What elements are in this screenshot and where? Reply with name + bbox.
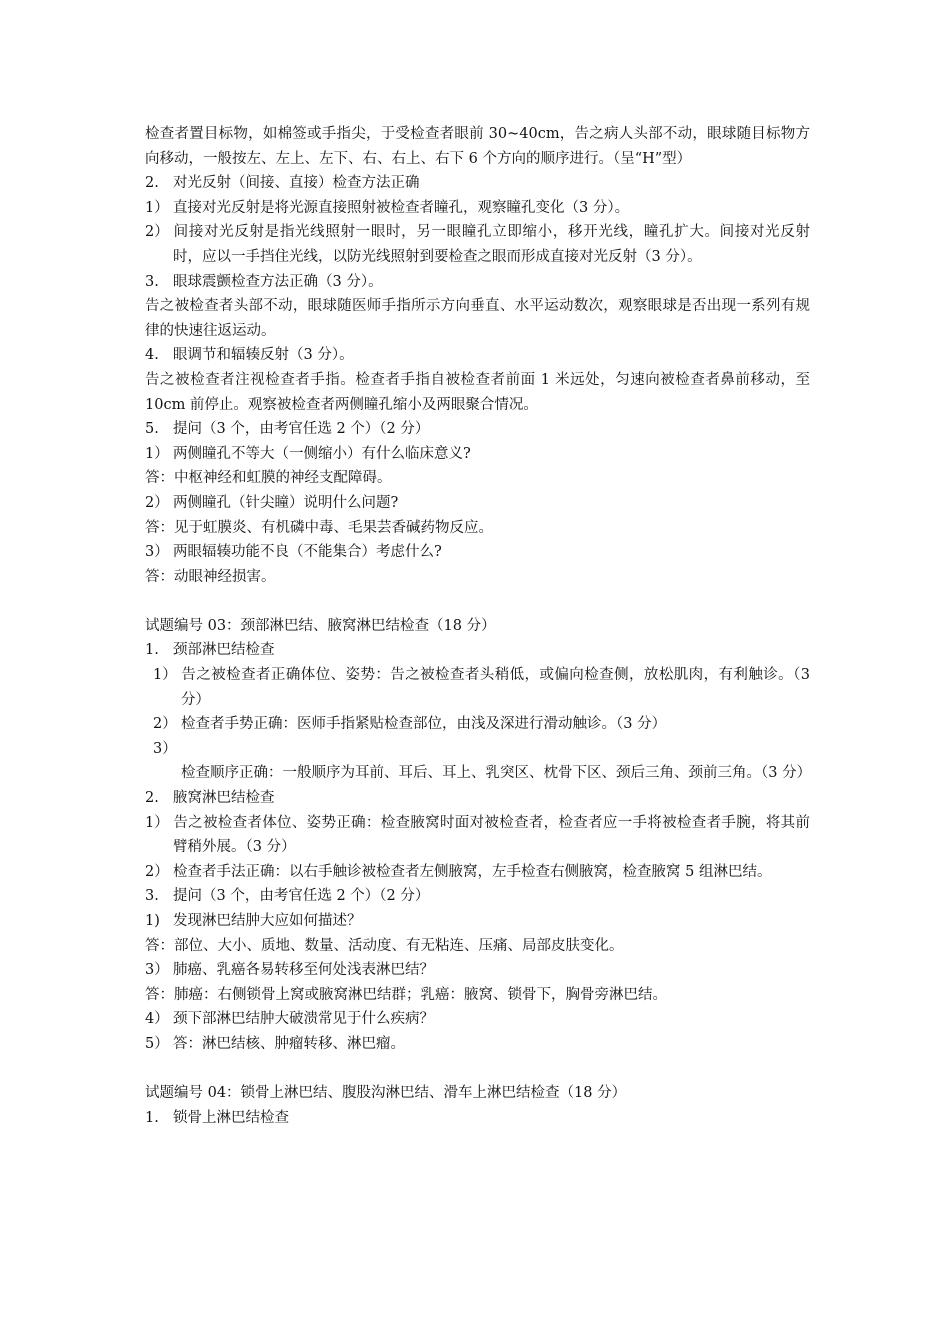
question: 3） 肺癌、乳癌各易转移至何处浅表淋巴结？ <box>145 962 434 979</box>
list-item: 2） 检查者手势正确：医师手指紧贴检查部位，由浅及深进行滑动触诊。（3 分） <box>153 716 667 733</box>
section-heading: 3. 眼球震颤检查方法正确（3 分）。 <box>145 273 383 290</box>
exam-title: 试题编号 04：锁骨上淋巴结、腹股沟淋巴结、滑车上淋巴结检查（18 分） <box>145 1085 627 1102</box>
list-item: 3）检查顺序正确：一般顺序为耳前、耳后、耳上、乳突区、枕骨下区、颈后三角、颈前三角。（3 分） <box>153 740 812 782</box>
question: 2） 两侧瞳孔（针尖瞳）说明什么问题? <box>145 494 399 511</box>
section-heading: 1. 颈部淋巴结检查 <box>145 642 275 659</box>
answer: 答：见于虹膜炎、有机磷中毒、毛果芸香碱药物反应。 <box>145 519 493 536</box>
spacer <box>145 589 810 614</box>
spacer <box>145 1057 810 1082</box>
question: 4） 颈下部淋巴结肿大破溃常见于什么疾病？ <box>145 1011 434 1028</box>
section-heading: 4. 眼调节和辐辏反射（3 分）。 <box>145 347 354 364</box>
list-item: 2） 间接对光反射是指光线照射一眼时，另一眼瞳孔立即缩小，移开光线，瞳孔扩大。间接对光反射时，应以一手挡住光线，以防光线照射到要检查之眼而形成直接对光反射（3 分）。 <box>145 224 810 265</box>
answer: 答：部位、大小、质地、数量、活动度、有无粘连、压痛、局部皮肤变化。 <box>145 937 624 954</box>
answer: 答：肺癌：右侧锁骨上窝或腋窝淋巴结群；乳癌：腋窝、锁骨下，胸骨旁淋巴结。 <box>145 986 667 1003</box>
intro-paragraph: 检查者置目标物，如棉签或手指尖，于受检查者眼前 30~40cm，告之病人头部不动，眼球随目标物方向移动，一般按左、左上、左下、右、右上、右下 6 个方向的顺序进行。（呈“H”型） <box>145 126 810 167</box>
question: 1) 发现淋巴结肿大应如何描述？ <box>145 913 362 929</box>
section-heading: 3. 提问（3 个，由考官任选 2 个）（2 分） <box>145 888 430 905</box>
paragraph: 告之被检查者头部不动，眼球随医师手指所示方向垂直、水平运动数次，观察眼球是否出现一系列有规律的快速往返运动。 <box>145 298 810 339</box>
question: 3） 两眼辐辏功能不良（不能集合）考虑什么? <box>145 544 442 561</box>
answer: 答：中枢神经和虹膜的神经支配障碍。 <box>145 470 392 487</box>
document-page <box>145 122 810 1130</box>
section-heading: 1. 锁骨上淋巴结检查 <box>145 1109 289 1126</box>
exam-title: 试题编号 03：颈部淋巴结、腋窝淋巴结检查（18 分） <box>145 617 496 634</box>
answer: 答：动眼神经损害。 <box>145 568 276 585</box>
list-item: 1） 告之被检查者正确体位、姿势：告之被检查者头稍低，或偏向检查侧，放松肌肉，有利触诊。（3 分） <box>153 667 810 708</box>
question: 1） 两侧瞳孔不等大（一侧缩小）有什么临床意义? <box>145 445 471 462</box>
list-item: 1） 告之被检查者体位、姿势正确：检查腋窝时面对被检查者，检查者应一手将被检查者手腕，将其前臂稍外展。（3 分） <box>145 814 810 856</box>
section-heading: 2. 对光反射（间接、直接）检查方法正确 <box>145 175 420 192</box>
answer: 5） 答：淋巴结核、肿瘤转移、淋巴瘤。 <box>145 1035 405 1052</box>
section-heading: 2. 腋窝淋巴结检查 <box>145 790 275 807</box>
section-heading: 5. 提问（3 个，由考官任选 2 个）（2 分） <box>145 421 430 438</box>
list-item: 2） 检查者手法正确：以右手触诊被检查者左侧腋窝，左手检查右侧腋窝，检查腋窝 5 组淋巴结。 <box>145 863 772 880</box>
paragraph: 告之被检查者注视检查者手指。检查者手指自被检查者前面 1 米远处，匀速向被检查者鼻前移动，至 10cm 前停止。观察被检查者两侧瞳孔缩小及两眼聚合情况。 <box>145 371 810 413</box>
list-item: 1） 直接对光反射是将光源直接照射被检查者瞳孔，观察瞳孔变化（3 分）。 <box>145 199 630 216</box>
